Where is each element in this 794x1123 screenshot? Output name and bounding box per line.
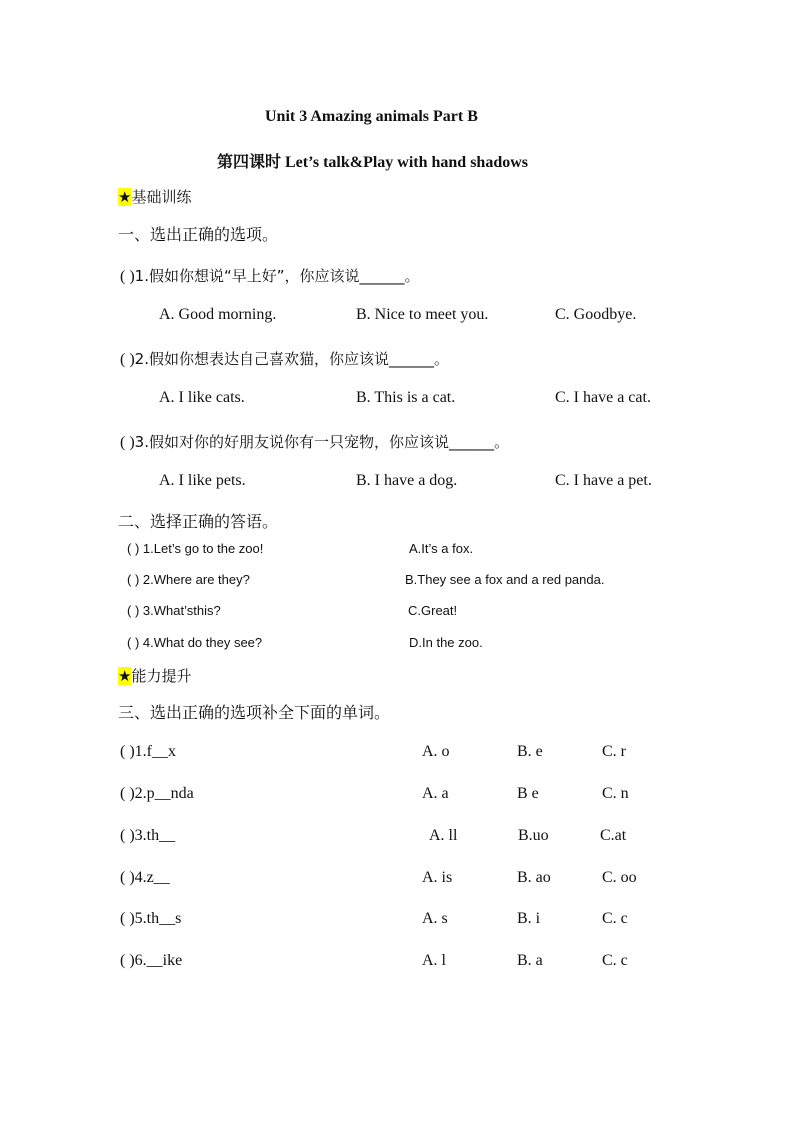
question-text: 3.What’sthis?	[142, 603, 221, 618]
part2-answer-d: D.In the zoo.	[409, 635, 483, 650]
answer-bracket[interactable]: ( )	[127, 541, 140, 556]
part3-r1-option-c: C. r	[602, 743, 626, 760]
part2-row-1	[127, 541, 263, 556]
part1-question-1	[120, 265, 420, 286]
basic-training-label	[118, 186, 191, 207]
part3-r2-option-c: C. n	[602, 785, 629, 802]
answer-bracket[interactable]: ( )	[127, 603, 140, 618]
part1-q2-option-a: A. I like cats.	[159, 389, 245, 406]
question-text: 3.假如对你的好朋友说你有一只宠物，你应该说______。	[134, 433, 509, 451]
part1-question-3	[120, 431, 509, 452]
part3-row-1	[120, 743, 176, 761]
part1-q2-option-b: B. This is a cat.	[356, 389, 456, 406]
answer-bracket[interactable]: ( )	[120, 785, 135, 802]
question-text: 1.Let’s go to the zoo!	[142, 541, 264, 556]
part1-question-2	[120, 348, 449, 369]
part2-row-4	[127, 635, 262, 650]
word-blank: 5.th__s	[134, 910, 182, 927]
answer-bracket[interactable]: ( )	[120, 743, 135, 760]
part3-row-3	[120, 827, 175, 845]
part2-heading: 二、选择正确的答语。	[118, 512, 279, 531]
part3-r4-option-b: B. ao	[517, 869, 551, 886]
answer-bracket[interactable]: ( )	[127, 635, 140, 650]
ability-improvement-text: 能力提升	[131, 667, 192, 685]
part3-r2-option-b: B e	[517, 785, 539, 802]
part3-heading: 三、选出正确的选项补全下面的单词。	[118, 703, 391, 722]
word-blank: 1.f__x	[134, 743, 176, 760]
part2-row-2	[127, 572, 250, 587]
part3-r3-option-a: A. ll	[429, 827, 458, 844]
page-title: Unit 3 Amazing animals Part B	[265, 108, 478, 125]
part3-r2-option-a: A. a	[422, 785, 449, 802]
part1-q1-option-b: B. Nice to meet you.	[356, 306, 489, 323]
answer-bracket[interactable]: ( )	[120, 952, 135, 969]
ability-improvement-label	[118, 665, 191, 686]
part3-r4-option-a: A. is	[422, 869, 453, 886]
answer-bracket[interactable]: ( )	[120, 434, 135, 451]
part1-q2-option-c: C. I have a cat.	[555, 389, 651, 406]
answer-bracket[interactable]: ( )	[120, 869, 135, 886]
word-blank: 4.z__	[134, 869, 170, 886]
part3-r1-option-a: A. o	[422, 743, 450, 760]
part1-q3-option-b: B. I have a dog.	[356, 472, 458, 489]
part3-r5-option-c: C. c	[602, 910, 628, 927]
question-text: 4.What do they see?	[142, 635, 263, 650]
part3-row-5	[120, 910, 181, 928]
word-blank: 2.p__nda	[134, 785, 194, 802]
part1-q1-option-c: C. Goodbye.	[555, 306, 637, 323]
part2-answer-c: C.Great!	[408, 603, 458, 618]
answer-bracket[interactable]: ( )	[127, 572, 140, 587]
part3-r6-option-c: C. c	[602, 952, 628, 969]
part3-r6-option-a: A. l	[422, 952, 446, 969]
basic-training-text: 基础训练	[131, 188, 192, 206]
star-icon: ★	[118, 667, 132, 685]
page-subtitle: 第四课时 Let’s talk&Play with hand shadows	[217, 154, 529, 171]
question-text: 2.假如你想表达自己喜欢猫，你应该说______。	[134, 350, 449, 368]
part1-q3-option-a: A. I like pets.	[159, 472, 246, 489]
part3-row-2	[120, 785, 194, 803]
answer-bracket[interactable]: ( )	[120, 827, 135, 844]
part1-heading: 一、选出正确的选项。	[118, 225, 279, 244]
part1-q3-option-c: C. I have a pet.	[555, 472, 652, 489]
part3-r6-option-b: B. a	[517, 952, 543, 969]
part3-r4-option-c: C. oo	[602, 869, 637, 886]
question-text: 1.假如你想说“早上好”，你应该说______。	[134, 267, 420, 285]
part3-row-4	[120, 869, 170, 887]
part3-r5-option-b: B. i	[517, 910, 541, 927]
part3-r3-option-b: B.uo	[518, 827, 549, 844]
part2-answer-a: A.It’s a fox.	[409, 541, 474, 556]
part3-r3-option-c: C.at	[600, 827, 627, 844]
part3-r5-option-a: A. s	[422, 910, 448, 927]
word-blank: 6.__ike	[134, 952, 183, 969]
part3-r1-option-b: B. e	[517, 743, 543, 760]
word-blank: 3.th__	[134, 827, 176, 844]
question-text: 2.Where are they?	[142, 572, 250, 587]
answer-bracket[interactable]: ( )	[120, 351, 135, 368]
answer-bracket[interactable]: ( )	[120, 268, 135, 285]
part2-answer-b: B.They see a fox and a red panda.	[405, 572, 605, 587]
part3-row-6	[120, 952, 182, 970]
part1-q1-option-a: A. Good morning.	[159, 306, 277, 323]
answer-bracket[interactable]: ( )	[120, 910, 135, 927]
part2-row-3	[127, 603, 221, 618]
star-icon: ★	[118, 188, 132, 206]
